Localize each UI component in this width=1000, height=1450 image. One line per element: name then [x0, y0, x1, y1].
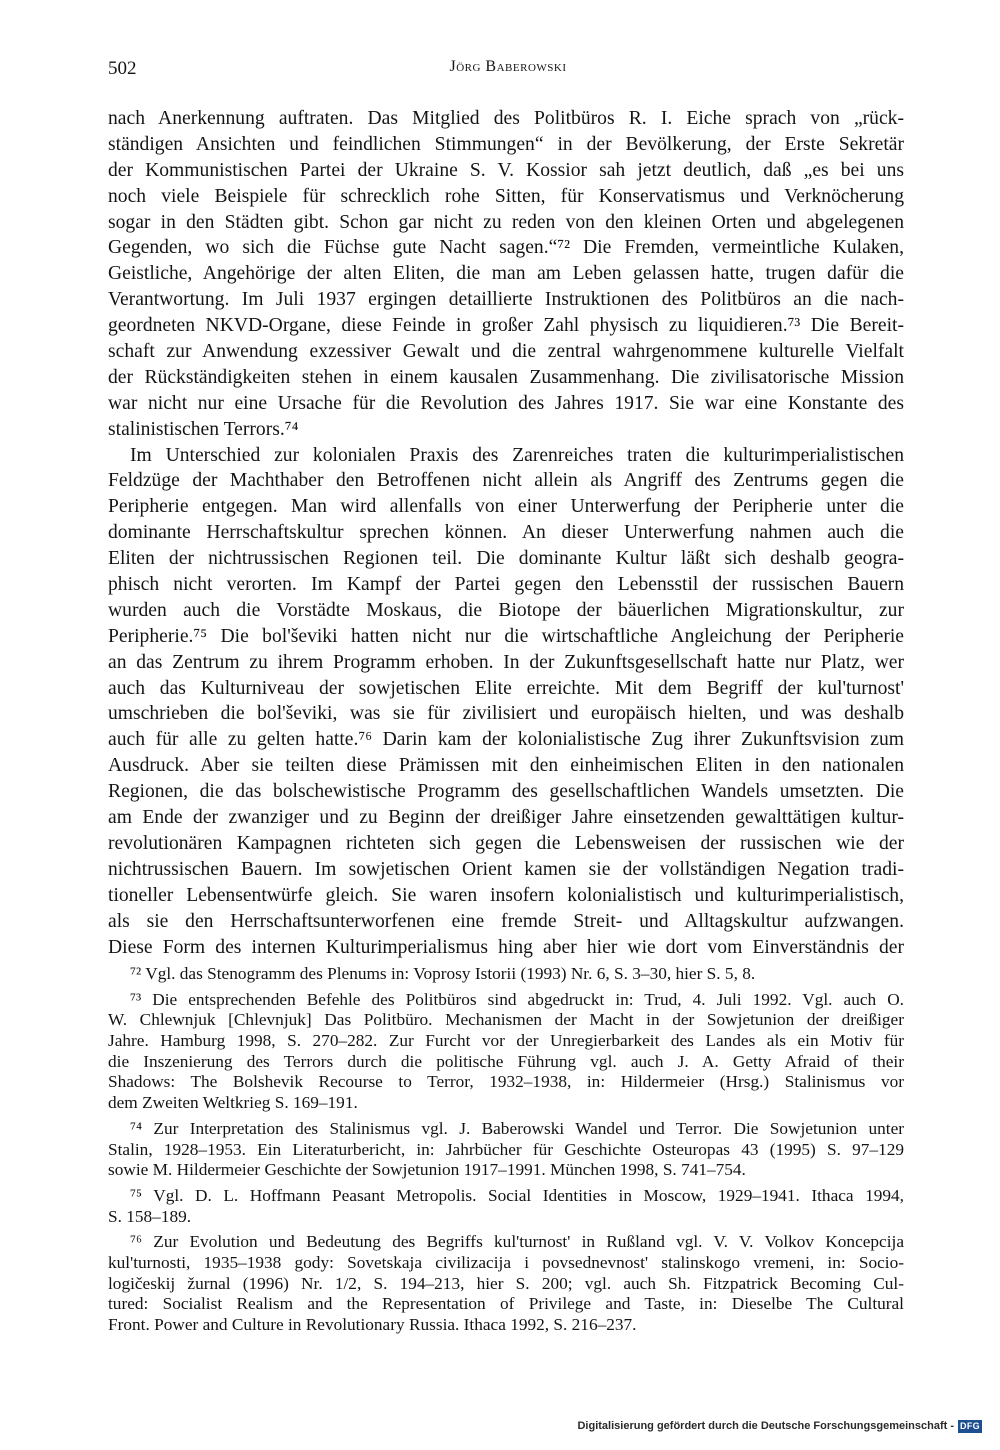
- footnote-line: tured: Socialist Realism and the Representation of Privilege and Taste, in: Dieselbe The Cultural: [108, 1294, 904, 1314]
- footnote-line: Stalin, 1928–1953. Ein Literaturbericht, in: Jahrbücher für Geschichte Osteuropas 43 (1995) S. 97–129: [108, 1139, 904, 1159]
- footnote-line: logičeskij žurnal (1996) Nr. 1/2, S. 194–213, hier S. 200; vgl. auch Sh. Fitzpatrick Becoming Cul-: [108, 1273, 904, 1293]
- footnote: [108, 1119, 904, 1181]
- body-line: Feldzüge der Machthaber den Betroffenen nicht allein als Angriff des Zentrums gegen die: [108, 470, 904, 492]
- footnote-line: Front. Power and Culture in Revolutionary Russia. Ithaca 1992, S. 216–237.: [108, 1315, 637, 1334]
- running-head: Jörg Baberowski: [449, 58, 567, 75]
- body-line: Ausdruck. Aber sie teilten diese Prämissen mit den einheimischen Eliten in den nationalen: [108, 755, 904, 777]
- footnote-line: W. Chlewnjuk [Chlevnjuk] Das Politbüro. Mechanismen der Macht in der Sowjetunion der dreißiger: [108, 1010, 904, 1030]
- body-line: dominante Herrschaftskultur sprechen können. An dieser Unterwerfung nahmen auch die: [108, 522, 904, 544]
- body-line: sogar in den Städten gibt. Schon gar nicht zu reden von den kleinen Orten und abgelegenen: [108, 211, 904, 233]
- body-line: war nicht nur eine Ursache für die Revolution des Jahres 1917. Sie war eine Konstante des: [108, 392, 904, 414]
- footnote-line: sowie M. Hildermeier Geschichte der Sowjetunion 1917–1991. München 1998, S. 741–754.: [108, 1160, 746, 1180]
- page-number: 502: [108, 58, 137, 79]
- body-line: umschrieben die bol'ševiki, was sie für zivilisiert und europäisch hielten, und was deshalb: [108, 703, 904, 725]
- footnote-line: ⁷⁴ Zur Interpretation des Stalinismus vgl. J. Baberowski Wandel und Terror. Die Sowjetunion unter: [130, 1118, 904, 1138]
- body-line: am Ende der zwanziger und zu Beginn der dreißiger Jahre einsetzenden gewalttätigen kultur-: [108, 807, 904, 829]
- body-line: auch das Kulturniveau der sowjetischen Elite erreichte. Mit dem Begriff der kul'turnost': [108, 677, 904, 699]
- page-header: [108, 58, 908, 82]
- body-line: Eliten der nichtrussischen Regionen teil. Die dominante Kultur läßt sich deshalb geogra-: [108, 548, 904, 570]
- dfg-logo: DFG: [958, 1420, 982, 1433]
- body-line: an das Zentrum zu ihrem Programm erhoben. In der Zukunftsgesellschaft hatte nur Platz, wer: [108, 651, 904, 673]
- body-line: nach Anerkennung auftraten. Das Mitglied des Politbüros R. I. Eiche sprach von „rück-: [108, 108, 904, 129]
- footnote-line: S. 158–189.: [108, 1206, 192, 1226]
- body-line: Verantwortung. Im Juli 1937 ergingen detaillierte Instruktionen des Politbüros an die nach-: [108, 289, 904, 311]
- body-line: tioneller Lebensentwürfe gleich. Sie waren insofern kolonialistisch und kulturimperialistisch,: [108, 884, 904, 906]
- body-line: phisch nicht verorten. Im Kampf der Partei gegen den Lebensstil der russischen Bauern: [108, 574, 904, 596]
- footnote-line: ⁷² Vgl. das Stenogramm des Plenums in: Voprosy Istorii (1993) Nr. 6, S. 3–30, hier S. 5, 8.: [130, 964, 756, 983]
- body-line: Im Unterschied zur kolonialen Praxis des Zarenreiches traten die kulturimperialistischen: [130, 444, 904, 466]
- footnote-line: ⁷³ Die entsprechenden Befehle des Politbüros sind abgedruckt in: Trud, 4. Juli 1992. Vgl. auch O.: [130, 989, 904, 1009]
- footnote: [108, 964, 904, 985]
- footnote: [108, 1186, 904, 1227]
- footnote-line: dem Zweiten Weltkrieg S. 169–191.: [108, 1093, 358, 1113]
- body-line: revolutionären Kampagnen richteten sich gegen die Lebensweisen der russischen wie der: [108, 832, 904, 854]
- digitization-credit: [577, 1418, 982, 1434]
- footnote-line: kul'turnosti, 1935–1938 gody: Sovetskaja civilizacija i povsednevnost' stalinskogo vremeni, in: Socio-: [108, 1252, 904, 1272]
- body-line: noch viele Beispiele für schrecklich rohe Sitten, für Konservatismus und Verknöcherung: [108, 185, 904, 207]
- body-line: der Kommunistischen Partei der Ukraine S. V. Kossior sah jetzt deutlich, daß „es bei uns: [108, 159, 904, 181]
- body-line: wurden auch die Vorstädte Moskaus, die Biotope der bäuerlichen Migrationskultur, zur: [108, 599, 904, 621]
- body-line: auch für alle zu gelten hatte.⁷⁶ Darin kam der kolonialistische Zug ihrer Zukunftsvision zum: [108, 729, 904, 751]
- body-line: schaft zur Anwendung exzessiver Gewalt und die zentral wahrgenommene kulturelle Vielfalt: [108, 341, 904, 363]
- footnotes: [108, 964, 904, 1336]
- body-line: Peripherie.⁷⁵ Die bol'ševiki hatten nicht nur die wirtschaftliche Angleichung der Peripherie: [108, 625, 904, 647]
- body-line: nichtrussischen Bauern. Im sowjetischen Orient kamen sie der vollständigen Negation tradi-: [108, 858, 904, 880]
- footnote: [108, 1232, 904, 1335]
- body-text: [108, 106, 904, 960]
- body-line: Gegenden, wo sich die Füchse gute Nacht sagen.“⁷² Die Fremden, vermeintliche Kulaken,: [108, 237, 904, 259]
- footnote: [108, 990, 904, 1114]
- body-line: der Rückständigkeiten stehen in einem kausalen Zusammenhang. Die zivilisatorische Mission: [108, 366, 904, 388]
- body-line: Peripherie entgegen. Man wird allenfalls von einer Unterwerfung der Peripherie unter die: [108, 496, 904, 518]
- footnote-line: ⁷⁶ Zur Evolution und Bedeutung des Begriffs kul'turnost' in Rußland vgl. V. V. Volkov Koncepcija: [130, 1232, 904, 1252]
- body-line: ständigen Ansichten und feindlichen Stimmungen“ in der Bevölkerung, der Erste Sekretär: [108, 133, 904, 155]
- footnote-line: ⁷⁵ Vgl. D. L. Hoffmann Peasant Metropolis. Social Identities in Moscow, 1929–1941. Ithaca 1994,: [130, 1185, 904, 1205]
- credit-text: Digitalisierung gefördert durch die Deutsche Forschungsgemeinschaft -: [577, 1420, 954, 1432]
- body-line: geordneten NKVD-Organe, diese Feinde in großer Zahl physisch zu liquidieren.⁷³ Die Bereit-: [108, 315, 904, 337]
- body-line: stalinistischen Terrors.⁷⁴: [108, 418, 299, 440]
- body-line: als sie den Herrschaftsunterworfenen eine fremde Streit- und Alltagskultur aufzwangen.: [108, 910, 904, 932]
- footnote-line: Shadows: The Bolshevik Recourse to Terror, 1932–1938, in: Hildermeier (Hrsg.) Stalinismus vor: [108, 1072, 904, 1092]
- body-line: Diese Form des internen Kulturimperialismus hing aber hier wie dort vom Einverständnis der: [108, 936, 904, 958]
- body-line: Geistliche, Angehörige der alten Eliten, die man am Leben gelassen hatte, trugen dafür die: [108, 263, 904, 285]
- body-line: Regionen, die das bolschewistische Programm des gesellschaftlichen Wandels umsetzten. Die: [108, 781, 904, 803]
- footnote-line: Jahre. Hamburg 1998, S. 270–282. Zur Furcht vor der Unregierbarkeit des Landes als ein Motiv für: [108, 1031, 904, 1051]
- footnote-line: die Inszenierung des Terrors durch die politische Führung vgl. auch J. A. Getty Afraid of their: [108, 1051, 904, 1071]
